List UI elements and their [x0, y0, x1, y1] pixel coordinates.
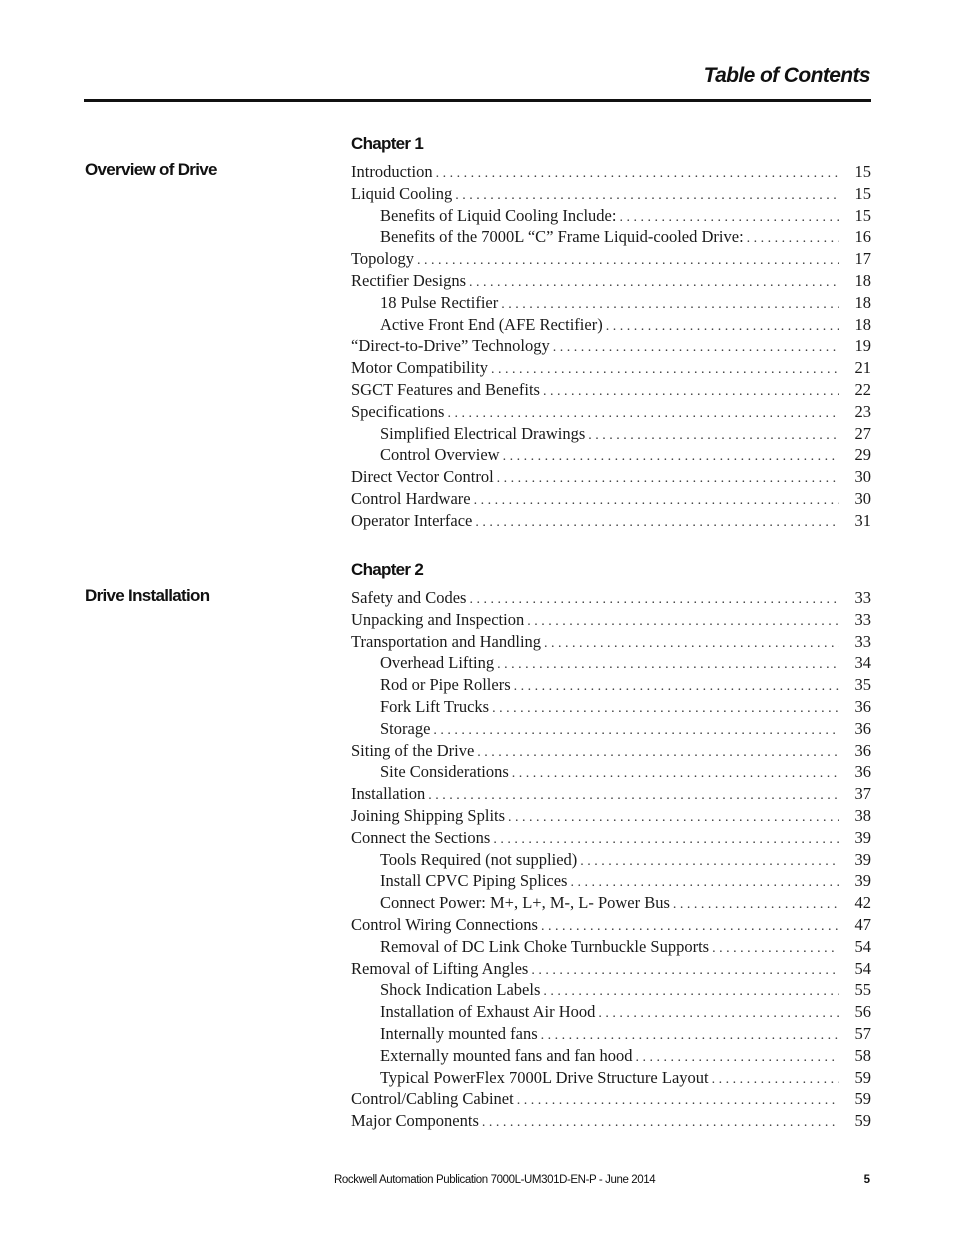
toc-entry-title: Benefits of the 7000L “C” Frame Liquid-cooled Drive:: [380, 227, 744, 247]
toc-entry[interactable]: [351, 784, 871, 806]
toc-dot-leader: [553, 340, 839, 356]
toc-entry-page: 15: [854, 162, 871, 181]
toc-entry-title: Joining Shipping Splits: [351, 805, 506, 825]
toc-dot-leader: [475, 515, 839, 531]
toc-entry[interactable]: [351, 937, 871, 959]
toc-entry[interactable]: [351, 162, 871, 184]
toc-entry-page: 42: [854, 893, 871, 913]
toc-entry[interactable]: [351, 424, 871, 446]
toc-dot-leader: [673, 897, 839, 913]
toc-dot-leader: [543, 384, 839, 400]
toc-entry[interactable]: [351, 980, 871, 1002]
toc-entry-page: 16: [854, 227, 871, 247]
toc-dot-leader: [619, 210, 839, 226]
toc-entry-title: Specifications: [351, 401, 445, 421]
toc-entry[interactable]: [351, 741, 871, 763]
toc-entry-page: 36: [854, 718, 871, 738]
toc-entry[interactable]: [351, 719, 871, 741]
toc-entry-page: 59: [854, 1089, 871, 1109]
toc-entry[interactable]: [351, 358, 871, 380]
toc-entry-title: Rod or Pipe Rollers: [380, 675, 511, 695]
toc-entry[interactable]: [351, 653, 871, 675]
toc-dot-leader: [469, 275, 839, 291]
toc-entry-page: 18: [854, 314, 871, 334]
toc-entry-page: 34: [854, 653, 871, 673]
toc-entry-page: 30: [854, 467, 871, 487]
toc-dot-leader: [747, 231, 839, 247]
toc-entry-title: Major Components: [351, 1111, 479, 1131]
toc-entry-title: Siting of the Drive: [351, 740, 475, 760]
toc-entry-page: 54: [854, 936, 871, 956]
toc-entry-title: Shock Indication Labels: [380, 980, 541, 1000]
toc-dot-leader: [447, 406, 839, 422]
toc-entry-page: 36: [854, 740, 871, 760]
toc-entry-page: 39: [854, 849, 871, 869]
toc-entry[interactable]: [351, 1024, 871, 1046]
toc-entry-page: 36: [854, 762, 871, 782]
footer-publication: Rockwell Automation Publication 7000L-UM301D-EN-P - June 2014: [334, 1174, 656, 1186]
toc-entry[interactable]: [351, 380, 871, 402]
toc-dot-leader: [512, 766, 839, 782]
toc-entry[interactable]: [351, 184, 871, 206]
toc-entry-title: Storage: [380, 718, 431, 738]
toc-dot-leader: [531, 963, 839, 979]
toc-entry-list: [351, 588, 871, 1133]
toc-entry-page: 58: [854, 1045, 871, 1065]
toc-entry[interactable]: [351, 915, 871, 937]
toc-entry-title: Transportation and Handling: [351, 631, 542, 651]
toc-entry-title: Fork Lift Trucks: [380, 696, 490, 716]
toc-entry-title: Installation of Exhaust Air Hood: [380, 1002, 596, 1022]
toc-entry-page: 35: [854, 675, 871, 695]
toc-dot-leader: [497, 657, 839, 673]
toc-entry-title: Internally mounted fans: [380, 1023, 538, 1043]
toc-dot-leader: [543, 984, 839, 1000]
chapter-label: Chapter 2: [351, 560, 424, 579]
toc-entry-page: 59: [854, 1067, 871, 1087]
toc-entry[interactable]: [351, 206, 871, 228]
toc-entry-list: [351, 162, 871, 533]
toc-entry-title: Externally mounted fans and fan hood: [380, 1045, 633, 1065]
toc-dot-leader: [503, 449, 839, 465]
toc-entry-page: 17: [854, 249, 871, 269]
toc-dot-leader: [712, 941, 839, 957]
toc-dot-leader: [527, 614, 839, 630]
toc-entry[interactable]: [351, 336, 871, 358]
toc-entry-page: 47: [854, 914, 871, 934]
toc-dot-leader: [544, 636, 839, 652]
toc-entry[interactable]: [351, 489, 871, 511]
toc-dot-leader: [517, 1093, 839, 1109]
toc-entry[interactable]: [351, 511, 871, 533]
toc-entry[interactable]: [351, 402, 871, 424]
toc-entry[interactable]: [351, 1068, 871, 1090]
page-title: Table of Contents: [703, 64, 870, 87]
toc-entry[interactable]: [351, 959, 871, 981]
toc-entry-title: 18 Pulse Rectifier: [380, 292, 499, 312]
toc-dot-leader: [482, 1115, 839, 1131]
toc-entry[interactable]: [351, 315, 871, 337]
toc-dot-leader: [497, 471, 839, 487]
toc-entry-page: 57: [854, 1023, 871, 1043]
toc-dot-leader: [474, 493, 839, 509]
toc-entry-page: 19: [854, 336, 871, 356]
toc-entry-page: 59: [854, 1111, 871, 1131]
toc-entry[interactable]: [351, 588, 871, 610]
toc-entry-title: Motor Compatibility: [351, 358, 489, 378]
toc-entry-title: Tools Required (not supplied): [380, 849, 578, 869]
toc-dot-leader: [477, 745, 839, 761]
toc-entry[interactable]: [351, 467, 871, 489]
toc-entry-title: Typical PowerFlex 7000L Drive Structure Layout: [380, 1067, 709, 1087]
header-rule: [84, 99, 871, 102]
toc-entry[interactable]: [351, 227, 871, 249]
toc-entry-page: 18: [854, 270, 871, 290]
toc-entry-page: 18: [854, 292, 871, 312]
toc-entry-page: 22: [854, 379, 871, 399]
toc-entry-title: Benefits of Liquid Cooling Include:: [380, 205, 617, 225]
toc-entry-title: Overhead Lifting: [380, 653, 495, 673]
toc-entry[interactable]: [351, 675, 871, 697]
toc-entry-title: Control Wiring Connections: [351, 914, 538, 934]
toc-entry-title: Active Front End (AFE Rectifier): [380, 314, 603, 334]
toc-dot-leader: [492, 701, 839, 717]
toc-entry-page: 23: [854, 401, 871, 421]
toc-dot-leader: [580, 854, 839, 870]
toc-entry-title: Control Hardware: [351, 488, 471, 508]
toc-dot-leader: [417, 253, 839, 269]
toc-entry-title: Removal of Lifting Angles: [351, 958, 529, 978]
toc-dot-leader: [570, 875, 839, 891]
toc-dot-leader: [541, 1028, 839, 1044]
toc-dot-leader: [598, 1006, 839, 1022]
toc-entry[interactable]: [351, 610, 871, 632]
toc-dot-leader: [508, 810, 839, 826]
toc-entry[interactable]: [351, 249, 871, 271]
toc-entry-title: Control/Cabling Cabinet: [351, 1089, 514, 1109]
toc-entry-title: Safety and Codes: [351, 588, 467, 607]
chapter-label: Chapter 1: [351, 134, 424, 153]
toc-entry[interactable]: [351, 632, 871, 654]
toc-entry[interactable]: [351, 1111, 871, 1133]
toc-entry-page: 29: [854, 445, 871, 465]
toc-entry-page: 33: [854, 609, 871, 629]
toc-entry-page: 36: [854, 696, 871, 716]
toc-entry-title: SGCT Features and Benefits: [351, 379, 540, 399]
toc-entry-page: 21: [854, 358, 871, 378]
toc-entry-page: 56: [854, 1002, 871, 1022]
toc-dot-leader: [491, 362, 839, 378]
footer-page-number: 5: [863, 1174, 870, 1186]
toc-entry-page: 38: [854, 805, 871, 825]
toc-entry-title: Connect the Sections: [351, 827, 491, 847]
toc-entry-page: 31: [854, 510, 871, 530]
toc-dot-leader: [606, 319, 839, 335]
toc-entry[interactable]: [351, 806, 871, 828]
toc-dot-leader: [514, 679, 839, 695]
toc-entry-title: Topology: [351, 249, 415, 269]
toc-entry[interactable]: [351, 893, 871, 915]
toc-dot-leader: [436, 166, 839, 182]
toc-entry-title: Introduction: [351, 162, 433, 181]
toc-entry-title: Install CPVC Piping Splices: [380, 871, 568, 891]
toc-entry-title: Simplified Electrical Drawings: [380, 423, 586, 443]
toc-entry-title: Liquid Cooling: [351, 183, 453, 203]
toc-dot-leader: [493, 832, 839, 848]
toc-dot-leader: [712, 1072, 839, 1088]
toc-entry-page: 27: [854, 423, 871, 443]
toc-entry-title: Rectifier Designs: [351, 270, 467, 290]
toc-entry-title: Direct Vector Control: [351, 467, 494, 487]
toc-dot-leader: [469, 592, 839, 608]
toc-entry-page: 33: [854, 588, 871, 607]
toc-entry-page: 37: [854, 784, 871, 804]
toc-entry-page: 54: [854, 958, 871, 978]
toc-entry-page: 55: [854, 980, 871, 1000]
toc-entry[interactable]: [351, 1089, 871, 1111]
toc-entry-page: 30: [854, 488, 871, 508]
toc-dot-leader: [428, 788, 839, 804]
toc-entry[interactable]: [351, 762, 871, 784]
chapter-title: Drive Installation: [85, 586, 210, 605]
toc-entry-page: 39: [854, 827, 871, 847]
toc-dot-leader: [588, 428, 839, 444]
toc-entry-title: Control Overview: [380, 445, 500, 465]
toc-entry[interactable]: [351, 828, 871, 850]
toc-dot-leader: [455, 188, 839, 204]
toc-entry-page: 15: [854, 183, 871, 203]
toc-entry[interactable]: [351, 871, 871, 893]
toc-entry[interactable]: [351, 697, 871, 719]
toc-entry-title: “Direct-to-Drive” Technology: [351, 336, 550, 356]
toc-dot-leader: [501, 297, 839, 313]
toc-entry[interactable]: [351, 293, 871, 315]
toc-entry-title: Site Considerations: [380, 762, 509, 782]
toc-entry-title: Installation: [351, 784, 426, 804]
toc-entry-title: Unpacking and Inspection: [351, 609, 525, 629]
toc-entry-page: 15: [854, 205, 871, 225]
toc-entry-title: Connect Power: M+, L+, M-, L- Power Bus: [380, 893, 670, 913]
toc-entry-page: 39: [854, 871, 871, 891]
toc-dot-leader: [433, 723, 839, 739]
toc-entry-title: Operator Interface: [351, 510, 473, 530]
toc-entry[interactable]: [351, 1002, 871, 1024]
toc-entry[interactable]: [351, 850, 871, 872]
toc-entry[interactable]: [351, 445, 871, 467]
toc-entry[interactable]: [351, 271, 871, 293]
toc-entry-page: 33: [854, 631, 871, 651]
toc-entry[interactable]: [351, 1046, 871, 1068]
toc-entry-title: Removal of DC Link Choke Turnbuckle Supports: [380, 936, 710, 956]
toc-dot-leader: [635, 1050, 839, 1066]
toc-dot-leader: [541, 919, 839, 935]
chapter-title: Overview of Drive: [85, 160, 217, 179]
